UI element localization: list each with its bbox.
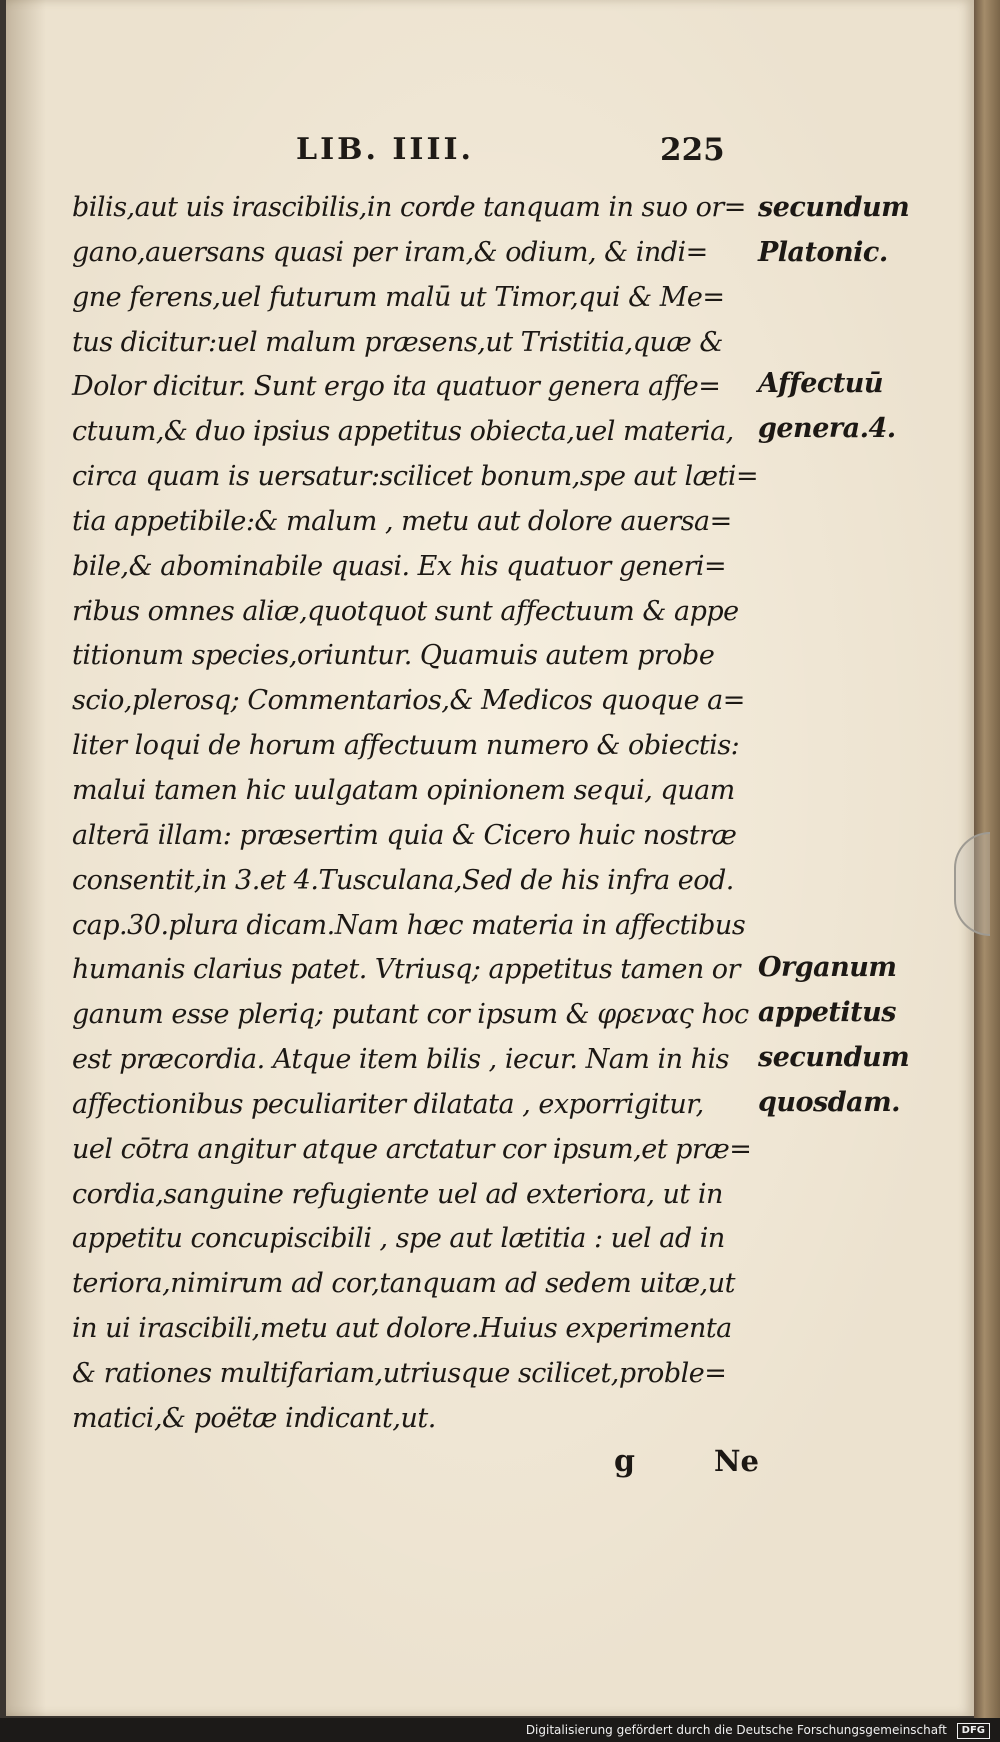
marginal-line: secundum	[758, 1041, 910, 1073]
text-line: Dolor dicitur. Sunt ergo ita quatuor genera affe=	[72, 371, 721, 403]
marginal-line: Organum	[758, 952, 897, 983]
text-line: appetitu concupiscibili , spe aut lætitia : uel ad in	[72, 1223, 725, 1255]
marginal-line: Platonic.	[758, 236, 888, 268]
text-line: circa quam is uersatur:scilicet bonum,spe aut læti=	[72, 461, 759, 493]
marginal-line: quosdam.	[758, 1086, 901, 1118]
marginal-note-affectuum	[758, 362, 918, 452]
text-line: malui tamen hic uulgatam opinionem sequi, quam	[72, 774, 735, 806]
text-line: est præcordia. Atque item bilis , iecur. Nam in his	[72, 1044, 729, 1076]
text-line: ganum esse pleriq; putant cor ipsum & φρενας hoc	[72, 999, 749, 1031]
text-line: affectionibus peculiariter dilatata , exporrigitur,	[72, 1088, 704, 1120]
marginal-line: genera.4.	[758, 412, 896, 444]
page-bottom-marks	[6, 1444, 974, 1488]
page-header	[6, 132, 974, 172]
running-title: LIB. IIII.	[296, 132, 474, 167]
text-line: bilis,aut uis irascibilis,in corde tanquam in suo or=	[72, 192, 746, 223]
text-line: matici,& poëtæ indicant,ut.	[72, 1402, 436, 1434]
text-line: teriora,nimirum ad cor,tanquam ad sedem uitæ,ut	[72, 1268, 735, 1300]
text-line: tus dicitur:uel malum præsens,ut Tristitia,quæ &	[72, 326, 723, 358]
marginal-note-organum	[758, 946, 918, 1125]
marginal-note-platonic	[758, 186, 918, 276]
text-line: cap.30.plura dicam.Nam hæc materia in affectibus	[72, 909, 746, 941]
text-line: ctuum,& duo ipsius appetitus obiecta,uel materia,	[72, 416, 734, 448]
text-line: titionum species,oriuntur. Quamuis autem probe	[72, 640, 715, 672]
text-line: bile,& abominabile quasi. Ex his quatuor generi=	[72, 550, 727, 582]
footer-credit: Digitalisierung gefördert durch die Deutsche Forschungsgemeinschaft	[525, 1723, 947, 1737]
text-line: liter loqui de horum affectuum numero & obiectis:	[72, 730, 740, 762]
signature-mark: g	[614, 1444, 635, 1479]
text-line: gne ferens,uel futurum malū ut Timor,qui & Me=	[72, 281, 725, 313]
marginal-line: appetitus	[758, 996, 896, 1028]
text-line: in ui irascibili,metu aut dolore.Huius experimenta	[72, 1313, 732, 1345]
dfg-logo-icon: DFG	[957, 1723, 990, 1739]
marginal-line: Affectuū	[758, 368, 884, 399]
text-line: & rationes multifariam,utriusque scilicet,proble=	[72, 1357, 727, 1389]
marginal-line: secundum	[758, 192, 910, 223]
catchword: Ne	[714, 1444, 759, 1478]
digitization-footer	[0, 1718, 1000, 1742]
text-line: alterā illam: præsertim quia & Cicero huic nostræ	[72, 819, 737, 851]
text-line: cordia,sanguine refugiente uel ad exteriora, ut in	[72, 1178, 723, 1210]
body-text	[72, 186, 760, 1442]
text-line: gano,auersans quasi per iram,& odium, & indi=	[72, 236, 708, 268]
page-number: 225	[660, 132, 725, 168]
text-line: consentit,in 3.et 4.Tusculana,Sed de his infra eod.	[72, 864, 734, 896]
text-line: tia appetibile:& malum , metu aut dolore auersa=	[72, 505, 732, 537]
page-tab	[954, 832, 990, 936]
text-line: scio,plerosq; Commentarios,& Medicos quoque a=	[72, 685, 745, 717]
text-line: humanis clarius patet. Vtriusq; appetitus tamen or	[72, 954, 740, 986]
text-line: uel cōtra angitur atque arctatur cor ipsum,et præ=	[72, 1133, 752, 1165]
book-page	[6, 0, 974, 1716]
text-line: ribus omnes aliæ,quotquot sunt affectuum & appe	[72, 595, 739, 627]
